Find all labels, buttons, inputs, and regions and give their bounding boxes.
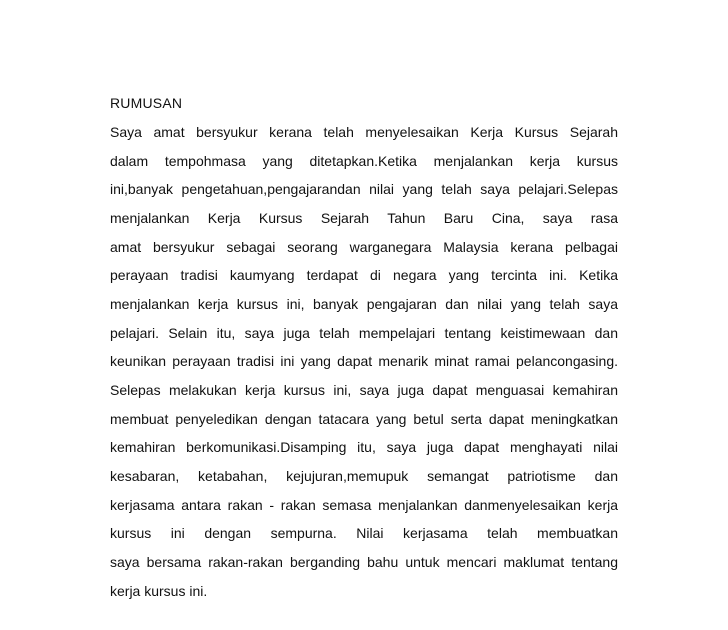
paragraph-line: saya bersama rakan-rakan berganding bahu untuk mencari maklumat tentang xyxy=(110,554,618,570)
paragraph-line: pelajari. Selain itu, saya juga telah mempelajari tentang keistimewaan dan xyxy=(110,325,618,341)
paragraph-line: perayaan tradisi kaumyang terdapat di negara yang tercinta ini. Ketika xyxy=(110,267,618,283)
paragraph-line: Saya amat bersyukur kerana telah menyelesaikan Kerja Kursus Sejarah xyxy=(110,124,618,140)
paragraph-line: kesabaran, ketabahan, kejujuran,memupuk semangat patriotisme dan xyxy=(110,468,618,484)
paragraph-line: menjalankan kerja kursus ini, banyak pengajaran dan nilai yang telah saya xyxy=(110,296,618,312)
paragraph-line: keunikan perayaan tradisi ini yang dapat menarik minat ramai pelancongasing. xyxy=(110,353,618,369)
section-heading: RUMUSAN xyxy=(110,95,183,111)
paragraph-line: kerjasama antara rakan - rakan semasa menjalankan danmenyelesaikan kerja xyxy=(110,497,618,513)
paragraph-line: kemahiran berkomunikasi.Disamping itu, saya juga dapat menghayati nilai xyxy=(110,439,618,455)
paragraph-line: Selepas melakukan kerja kursus ini, saya juga dapat menguasai kemahiran xyxy=(110,382,618,398)
paragraph-line: membuat penyeledikan dengan tatacara yang betul serta dapat meningkatkan xyxy=(110,411,618,427)
paragraph-line: ini,banyak pengetahuan,pengajarandan nilai yang telah saya pelajari.Selepas xyxy=(110,181,618,197)
paragraph-line: dalam tempohmasa yang ditetapkan.Ketika menjalankan kerja kursus xyxy=(110,153,618,169)
paragraph-line: amat bersyukur sebagai seorang warganegara Malaysia kerana pelbagai xyxy=(110,239,618,255)
paragraph-line: menjalankan Kerja Kursus Sejarah Tahun Baru Cina, saya rasa xyxy=(110,210,618,226)
paragraph-last-line: kerja kursus ini. xyxy=(110,583,208,599)
paragraph-line: kursus ini dengan sempurna. Nilai kerjasama telah membuatkan xyxy=(110,525,618,541)
